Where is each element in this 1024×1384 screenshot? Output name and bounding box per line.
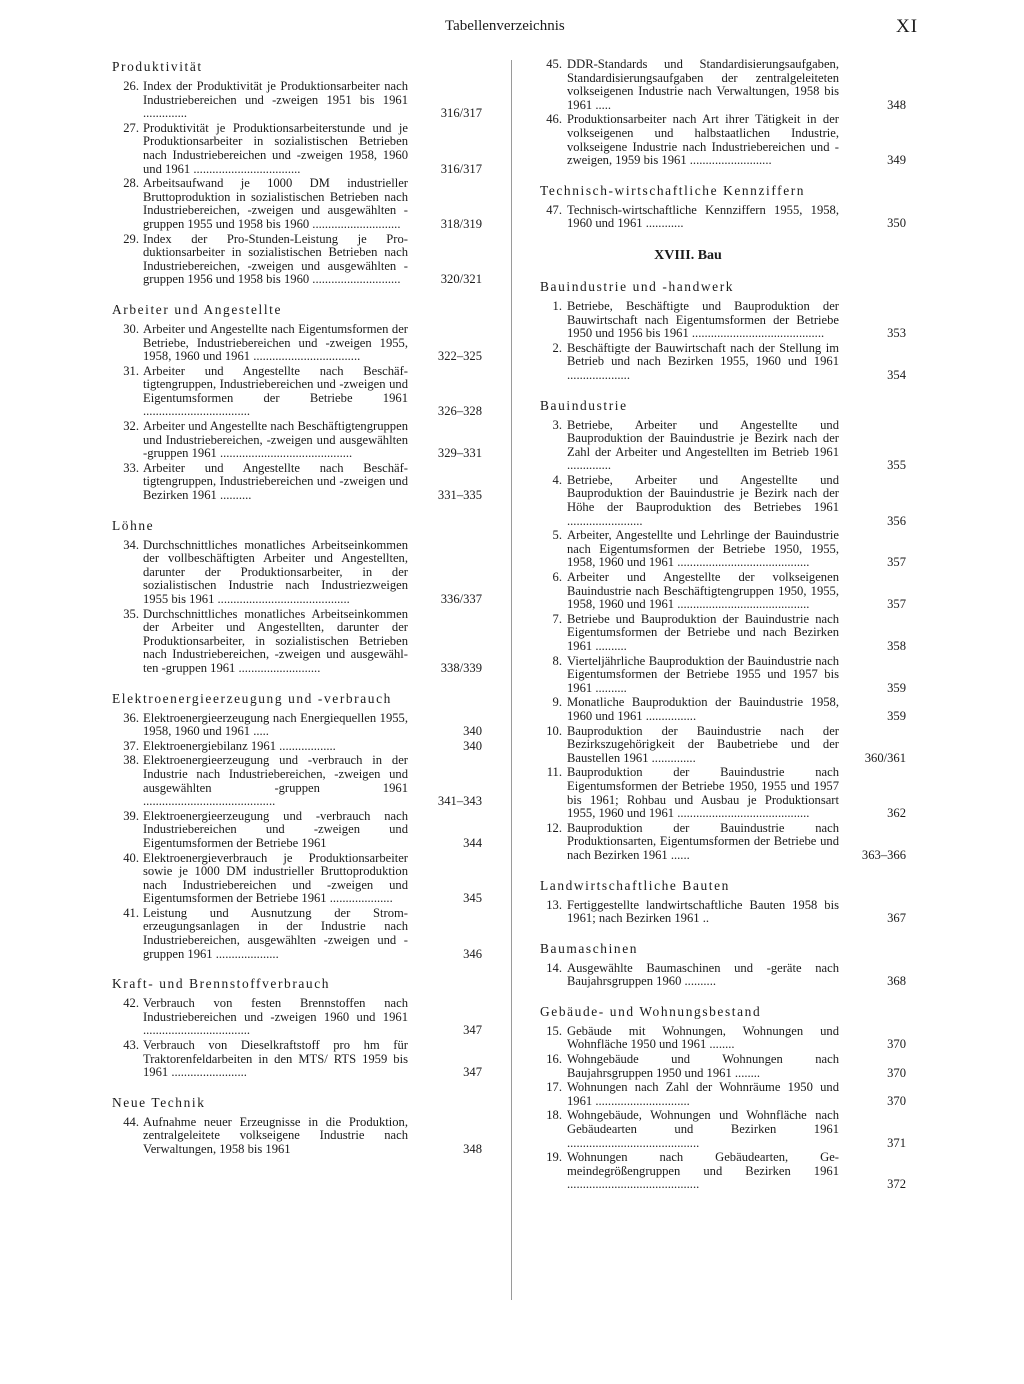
entry-title: Verbrauch von Dieselkraftstoff pro hm für Traktorenfeldarbeiten in den MTS/ RTS 1959 bis 1961 ........................ — [143, 1038, 408, 1080]
entry-title: Elektroenergieerzeugung und -verbrauch in der Industrie nach Industriebereichen, -zweigen und ausgewählten -gruppen 1961 .......................................... — [143, 753, 408, 809]
toc-entry — [112, 539, 482, 607]
entry-number: 28. — [123, 176, 139, 191]
entry-title: DDR-Standards und Standardisierungsaufgaben, Standardisierungsaufgaben der zentralgeleiteten volkseigenen Industrie nach Verwaltungen, 1958 bis 1961 ..... — [567, 57, 839, 112]
entry-page-number: 349 — [887, 153, 906, 168]
toc-entry — [540, 899, 906, 926]
entry-page-number: 320/321 — [440, 272, 482, 287]
entry-title: Leistung und Ausnutzung der Stromerzeugungsanlagen in der Industrie nach Industriebereichen, ausgewählten -zweigen und -gruppen 1961 .................... — [143, 905, 408, 961]
entry-page-number: 322–325 — [437, 349, 482, 364]
entry-title: Durchschnittliches monatliches Arbeitseinkommen der vollbeschäftigten Arbeiter und Angestellten, darunter der Produktionsarbeiter, in der sozialistischen Industrie nach Industriezweigen 1955 bis 1961 .......................................... — [143, 537, 408, 606]
section-heading: Technisch-wirtschaftliche Kennziffern — [540, 182, 806, 198]
toc-entry — [540, 204, 906, 231]
entry-title: Produktionsarbeiter nach Art ihrer Tätigkeit in der volkseigenen und halbstaatlichen Industrie, volkseigene Industrie nach Industriebereichen und -zweigen, 1959 bis 1961 .......................... — [567, 112, 839, 168]
toc-entry — [540, 766, 906, 820]
entry-page-number: 344 — [463, 835, 482, 850]
entry-title: Arbeiter und Angestellte nach Beschäftigtengruppen, Industriebereichen und -zweigen und Eigentumsformen der Betriebe 1961 .................................. — [143, 363, 408, 419]
entry-number: 30. — [123, 321, 139, 336]
entry-number: 8. — [552, 653, 562, 668]
entry-number: 37. — [123, 738, 139, 753]
entry-title: Arbeiter und Angestellte nach Eigentumsformen der Betriebe, Industriebereichen und -zweigen 1955, 1958, 1960 und 1961 .................................. — [143, 321, 408, 364]
toc-entry — [112, 365, 482, 419]
entry-number: 35. — [123, 606, 139, 621]
entry-number: 15. — [546, 1023, 562, 1038]
toc-entry — [540, 696, 906, 723]
entry-page-number: 341–343 — [437, 794, 482, 809]
toc-entry — [112, 712, 482, 739]
entry-title: Produktivität je Produktionsarbeiterstunde und je Produktionsarbeiter in sozialistischen Betrieben nach Industriebereichen und -zweigen 1958, 1960 und 1961 .................................. — [143, 120, 408, 176]
entry-number: 7. — [552, 611, 562, 626]
running-title: Tabellenverzeichnis — [445, 18, 565, 34]
entry-title: Ausgewählte Baumaschinen und -geräte nach Baujahrsgruppen 1960 .......... — [567, 960, 839, 989]
entry-page-number: 316/317 — [440, 106, 482, 121]
section-heading: Löhne — [112, 517, 155, 533]
entry-number: 1. — [552, 298, 562, 313]
entry-title: Bauproduktion der Bauindustrie nach Produktionsarten, Eigentumsformen der Betriebe und nach Bezirken 1961 ...... — [567, 820, 839, 862]
entry-page-number: 347 — [463, 1023, 482, 1038]
entry-title: Aufnahme neuer Erzeugnisse in die Produktion, zentralgeleitete volkseigene Industrie nach Verwaltungen, 1958 bis 1961 — [143, 1114, 408, 1156]
toc-entry — [540, 655, 906, 696]
entry-page-number: 347 — [463, 1065, 482, 1080]
entry-number: 47. — [546, 202, 562, 217]
entry-page-number: 338/339 — [440, 660, 482, 675]
toc-entry — [540, 419, 906, 473]
entry-title: Beschäftigte der Bauwirtschaft nach der Stellung im Betrieb und nach Bezirken 1955, 1960 und 1961 .................... — [567, 340, 839, 382]
entry-number: 26. — [123, 79, 139, 93]
entry-title: Vierteljährliche Bauproduktion der Bauindustrie nach Eigentumsformen der Betriebe 1955 und 1957 bis 1961 .......... — [567, 653, 839, 695]
entry-title: Elektroenergiebilanz 1961 .................. — [143, 738, 336, 753]
entry-number: 36. — [123, 710, 139, 725]
left-column — [112, 58, 482, 1158]
entry-number: 19. — [546, 1150, 562, 1165]
section-heading: Elektroenergieerzeugung und -verbrauch — [112, 690, 392, 706]
toc-entry — [112, 852, 482, 906]
toc-entry — [540, 1025, 906, 1052]
entry-number: 13. — [546, 897, 562, 912]
entry-title: Technisch-wirtschaftliche Kennziffern 1955, 1958, 1960 und 1961 ............ — [567, 202, 839, 231]
section-heading: Landwirtschaftliche Bauten — [540, 877, 730, 893]
entry-number: 43. — [123, 1038, 139, 1053]
entry-number: 45. — [546, 57, 562, 71]
entry-number: 44. — [123, 1114, 139, 1129]
entry-page-number: 316/317 — [440, 161, 482, 176]
entry-page-number: 370 — [887, 1037, 906, 1052]
toc-entry — [540, 1053, 906, 1080]
toc-entry — [540, 342, 906, 383]
entry-page-number: 363–366 — [861, 847, 906, 862]
entry-title: Fertiggestellte landwirtschaftliche Bauten 1958 bis 1961; nach Bezirken 1961 .. — [567, 897, 839, 926]
entry-page-number: 345 — [463, 891, 482, 906]
section-heading: Neue Technik — [112, 1094, 206, 1110]
entry-title: Gebäude mit Wohnungen, Wohnungen und Wohnfläche 1950 und 1961 ........ — [567, 1023, 839, 1052]
entry-page-number: 372 — [887, 1177, 906, 1192]
entry-number: 17. — [546, 1080, 562, 1095]
right-column — [540, 58, 906, 1193]
entry-title: Arbeiter und Angestellte nach Beschäftigtengruppen, Industriebereichen und -zweigen und Bezirken 1961 .......... — [143, 460, 408, 503]
entry-number: 41. — [123, 905, 139, 920]
toc-entry — [540, 529, 906, 570]
section-heading: Arbeiter und Angestellte — [112, 301, 283, 317]
toc-entry — [540, 474, 906, 528]
toc-entry — [540, 571, 906, 612]
toc-entry — [540, 1081, 906, 1108]
page-header — [0, 18, 1024, 42]
toc-entry — [112, 810, 482, 851]
toc-entry — [112, 323, 482, 364]
entry-number: 38. — [123, 753, 139, 768]
entry-title: Index der Pro-Stunden-Leistung je Produktionsarbeiter in sozialistischen Betrieben nach Industriebereichen, -zweigen und ausgewählten -gruppen 1956 und 1958 bis 1960 ............................ — [143, 231, 408, 287]
entry-page-number: 371 — [887, 1135, 906, 1150]
entry-page-number: 357 — [887, 597, 906, 612]
toc-entry — [540, 613, 906, 654]
entry-title: Index der Produktivität je Produktionsarbeiter nach Industriebereichen und -zweigen 1951 bis 1961 .............. — [143, 79, 408, 121]
toc-entry — [540, 58, 906, 112]
entry-title: Wohnungen nach Zahl der Wohnräume 1950 und 1961 .............................. — [567, 1080, 839, 1108]
entry-page-number: 370 — [887, 1093, 906, 1108]
entry-page-number: 362 — [887, 806, 906, 821]
entry-number: 10. — [546, 723, 562, 738]
entry-page-number: 359 — [887, 708, 906, 723]
entry-number: 14. — [546, 960, 562, 975]
toc-entry — [112, 754, 482, 808]
entry-page-number: 357 — [887, 555, 906, 570]
entry-number: 29. — [123, 231, 139, 246]
toc-entry — [540, 113, 906, 167]
toc-entry — [112, 462, 482, 503]
entry-page-number: 356 — [887, 513, 906, 528]
entry-page-number: 354 — [887, 367, 906, 382]
entry-page-number: 346 — [463, 946, 482, 961]
entry-page-number: 318/319 — [440, 216, 482, 231]
entry-number: 18. — [546, 1108, 562, 1123]
entry-page-number: 353 — [887, 326, 906, 341]
entry-title: Wohngebäude, Wohnungen und Wohnfläche nach Gebäudearten und Bezirken 1961 .......................................... — [567, 1108, 839, 1150]
toc-entry — [112, 740, 482, 754]
entry-title: Betriebe, Beschäftigte und Bauproduktion der Bauwirtschaft nach Eigentumsformen der Betriebe 1950 und 1956 bis 1961 .......................................... — [567, 298, 839, 341]
toc-entry — [112, 997, 482, 1038]
section-heading: Produktivität — [112, 59, 203, 74]
toc-entry — [540, 1109, 906, 1150]
entry-number: 42. — [123, 996, 139, 1011]
entry-number: 2. — [552, 340, 562, 355]
entry-number: 32. — [123, 419, 139, 434]
entry-page-number: 340 — [463, 738, 482, 753]
entry-title: Arbeitsaufwand je 1000 DM industrieller Bruttoproduktion in sozialistischen Betrieben nach Industriebereichen, -zweigen und ausgewählten -gruppen 1955 und 1958 bis 1960 ............................ — [143, 176, 408, 231]
entry-title: Bauproduktion der Bauindustrie nach der Bezirkszugehörigkeit der Baubetriebe und der Baustellen 1961 .............. — [567, 723, 839, 765]
entry-title: Elektroenergieerzeugung nach Energiequellen 1955, 1958, 1960 und 1961 ..... — [143, 710, 408, 739]
entry-title: Betriebe, Arbeiter und Angestellte und Bauproduktion der Bauindustrie je Bezirk nach der Höhe der Bauproduktion des Betriebes 1961 ........................ — [567, 472, 839, 528]
section-heading: Bauindustrie — [540, 397, 628, 413]
entry-page-number: 350 — [887, 216, 906, 231]
toc-entry — [540, 962, 906, 989]
entry-title: Wohnungen nach Gebäudearten, Gemeindegrößengruppen und Bezirken 1961 .......................................... — [567, 1150, 839, 1192]
entry-page-number: 348 — [887, 97, 906, 112]
entry-number: 46. — [546, 112, 562, 127]
entry-number: 34. — [123, 537, 139, 552]
entry-number: 3. — [552, 417, 562, 432]
section-heading: Bauindustrie und -handwerk — [540, 278, 735, 294]
entry-page-number: 355 — [887, 458, 906, 473]
entry-number: 11. — [546, 765, 562, 780]
entry-title: Wohngebäude und Wohnungen nach Baujahrsgruppen 1950 und 1961 ........ — [567, 1052, 839, 1080]
entry-page-number: 336/337 — [440, 592, 482, 606]
section-heading: Kraft- und Brennstoffverbrauch — [112, 976, 331, 992]
entry-number: 12. — [546, 820, 562, 835]
toc-entry — [540, 300, 906, 341]
toc-entry — [540, 822, 906, 863]
entry-title: Durchschnittliches monatliches Arbeitseinkommen der Arbeiter und Angestellten, darunter der Produktionsarbeiter, in sozialistischen Betrieben nach Industriebereichen, -zweigen und ausgewählten -gruppen 1961 .......................... — [143, 606, 408, 675]
column-divider — [511, 60, 512, 1300]
toc-entry — [112, 907, 482, 961]
page-number: XI — [896, 16, 919, 37]
entry-number: 16. — [546, 1052, 562, 1067]
toc-entry — [112, 420, 482, 461]
entry-title: Betriebe und Bauproduktion der Bauindustrie nach Eigentumsformen der Betriebe und nach Bezirken 1961 .......... — [567, 611, 839, 653]
entry-title: Elektroenergieverbrauch je Produktionsarbeiter sowie je 1000 DM industrieller Bruttoproduktion nach Industriebereichen und -zweigen und Eigentumsformen der Betriebe 1961 .................... — [143, 850, 408, 906]
entry-title: Monatliche Bauproduktion der Bauindustrie 1958, 1960 und 1961 ................ — [567, 695, 839, 723]
part-heading: XVIII. Bau — [654, 247, 722, 263]
entry-number: 33. — [123, 460, 139, 475]
entry-number: 27. — [123, 120, 139, 135]
entry-number: 31. — [123, 363, 139, 378]
entry-page-number: 326–328 — [437, 404, 482, 419]
entry-number: 5. — [552, 528, 562, 543]
entry-page-number: 367 — [887, 911, 906, 926]
toc-entry — [112, 122, 482, 176]
entry-page-number: 331–335 — [437, 488, 482, 503]
entry-page-number: 340 — [463, 724, 482, 739]
entry-number: 39. — [123, 808, 139, 823]
entry-number: 4. — [552, 472, 562, 487]
section-heading: Gebäude- und Wohnungsbestand — [540, 1003, 762, 1019]
entry-title: Arbeiter und Angestellte nach Beschäftigtengruppen und Industriebereichen, -zweigen und ausgewählten -gruppen 1961 .......................................... — [143, 419, 408, 461]
entry-page-number: 329–331 — [437, 446, 482, 461]
entry-title: Verbrauch von festen Brennstoffen nach Industriebereichen und -zweigen 1960 und 1961 .................................. — [143, 996, 408, 1038]
toc-entry — [540, 725, 906, 766]
section-heading: Baumaschinen — [540, 940, 639, 956]
entry-page-number: 359 — [887, 680, 906, 695]
toc-entry — [112, 177, 482, 231]
entry-title: Arbeiter, Angestellte und Lehrlinge der Bauindustrie nach Eigentumsformen der Betriebe 1950, 1955, 1958, 1960 und 1961 .......................................... — [567, 528, 839, 570]
entry-number: 9. — [552, 695, 562, 710]
toc-entry — [112, 233, 482, 287]
toc-entry — [112, 80, 482, 121]
toc-entry — [540, 1151, 906, 1192]
entry-title: Elektroenergieerzeugung und -verbrauch nach Industriebereichen und -zweigen und Eigentumsformen der Betriebe 1961 — [143, 808, 408, 850]
toc-entry — [112, 1039, 482, 1080]
entry-title: Arbeiter und Angestellte der volkseigenen Bauindustrie nach Beschäftigtengruppen 1950, 1955, 1958, 1960 und 1961 .......................................... — [567, 570, 839, 612]
entry-page-number: 370 — [887, 1065, 906, 1080]
entry-number: 40. — [123, 850, 139, 865]
toc-entry — [112, 1116, 482, 1157]
entry-page-number: 368 — [887, 974, 906, 989]
entry-title: Bauproduktion der Bauindustrie nach Eigentumsformen der Betriebe 1950, 1955 und 1957 bis 1961; Rohbau und Ausbau je Produktionsart 1955, 1960 und 1961 .......................................... — [567, 765, 839, 821]
entry-title: Betriebe, Arbeiter und Angestellte und Bauproduktion der Bauindustrie je Bezirk nach der Zahl der Arbeiter und Angestellten im Betrieb 1961 .............. — [567, 417, 839, 473]
toc-entry — [112, 608, 482, 676]
entry-number: 6. — [552, 570, 562, 585]
entry-page-number: 348 — [463, 1142, 482, 1156]
entry-page-number: 358 — [887, 639, 906, 653]
entry-page-number: 360/361 — [864, 750, 906, 765]
